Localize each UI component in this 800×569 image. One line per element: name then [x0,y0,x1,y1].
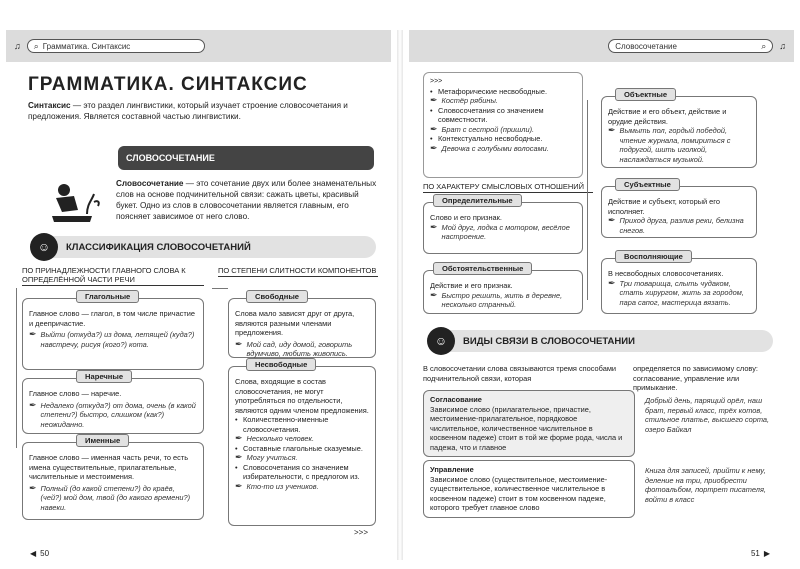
link-intro-left: В словосочетании слова связываются тремя способами подчинительной связи, которая [423,364,617,383]
cont-example-3-text: Девочка с голубыми волосами. [441,143,549,153]
right-page [409,30,794,558]
nonfree-text: Слова, входящие в состав словосочетания, не могут употребляться по отдельности, являются одним членом предложения. [235,377,369,415]
subject-example [608,216,750,235]
phrase-banner-label: СЛОВОСОЧЕТАНИЕ [126,153,215,163]
circumstantial-box [423,270,583,314]
mid-connector [212,288,228,289]
pen-icon: ✒ [608,125,616,135]
free-text: Слова мало зависят друг от друга, являются разными членами предложения. [235,309,355,337]
cont-example-1 [430,96,576,106]
phrase-definition [116,178,378,222]
pen-icon: ✒ [235,433,243,443]
object-example [608,126,750,164]
verbal-example [29,330,197,349]
nominal-example-text: Полный (до какой степени?) до краёв, (чей?) мой дом, твой (до какого времени?) навеки. [40,483,191,512]
subject-text: Действие и субъект, который его исполняет. [608,197,720,216]
intro-paragraph [28,100,374,122]
pen-icon: ✒ [235,480,243,491]
object-tag: Объектные [615,88,676,101]
free-example [235,340,369,359]
complement-example-text: Три товарища, слыть чудаком, стать хирургом, жить за городом, пара сапог, мастерица вязать. [619,278,744,307]
pen-icon: ✒ [430,95,438,105]
verbal-tag: Глагольные [76,290,139,303]
person-icon: ☺ [30,233,58,261]
left-page-number [30,549,49,558]
right-breadcrumb-search[interactable] [608,39,773,53]
cont-bullet-1: • Метафорические несвободные. [430,87,576,97]
pen-icon: ✒ [430,142,438,153]
column-head-part-of-speech: ПО ПРИНАДЛЕЖНОСТИ ГЛАВНОГО СЛОВА К ОПРЕДЕЛЁННОЙ ЧАСТИ РЕЧИ [22,266,204,286]
government-text: Зависимое слово (существительное, местоимение-существительное, количественное числительное в косвенном падеже) стоит в том косвенном падеже, которого требует главное слово [430,474,608,512]
cont-bullet-2: • Словосочетания со значением совместности. [430,106,576,125]
circumstantial-example-text: Быстро решить, жить в деревне, несколько странный. [441,290,563,309]
nonfree-tag: Несвободные [246,358,316,371]
nominal-tag: Именные [76,434,129,447]
cont-bullet-3: • Контекстуально несвободные. [430,134,576,144]
circumstantial-text: Действие и его признак. [430,281,513,290]
subject-tag: Субъектные [615,178,680,191]
link-types-title: ВИДЫ СВЯЗИ В СЛОВОСОЧЕТАНИИ [463,335,635,347]
left-top-bar [6,30,391,62]
nominal-text: Главное слово — именная часть речи, то есть имена существительные, прилагательные, числительные и местоимения. [29,453,189,481]
pen-icon: ✒ [235,452,243,462]
government-examples: Книга для записей, прийти к нему, деление на три, приобрести фотоальбом, портрет писателя, войти в класс [645,466,766,504]
complement-tag: Восполняющие [615,250,692,263]
pen-icon: ✒ [29,399,37,410]
complement-example [608,279,750,308]
right-breadcrumb-text: Словосочетание [615,41,677,51]
book-spine [397,30,403,560]
cont-example-2 [430,125,576,135]
cont-example-1-text: Костёр рябины. [441,96,498,105]
attributive-tag: Определительные [433,194,522,207]
government-row [423,460,773,518]
right-connector [587,100,597,300]
continuation-marker: >>> [430,78,443,85]
agreement-text: Зависимое слово (прилагательное, причастие, местоимение-прилагательное, порядковое числительное, количественное числительное в косвенном падеже) стоит в той же форме рода, числа и падежа, что и главное [430,404,623,452]
intro-text: — это раздел лингвистики, который изучает строение словосочетания и предложения. Является составной частью лингвистики. [28,101,348,121]
nonfree-example-1-text: Несколько человек. [246,434,315,443]
nominal-example [29,484,197,513]
verbal-example-text: Выйти (откуда?) из дома, летящей (куда?) навстречу, рисуя (кого?) кота. [40,330,195,349]
government-box [423,460,635,518]
nonfree-bullet-2: • Составные глагольные сказуемые. [235,444,369,454]
adverbial-text: Главное слово — наречие. [29,389,122,398]
verbal-box [22,298,204,370]
music-note-icon: ♫ [14,40,21,51]
object-box [601,96,757,168]
object-example-text: Вымыть пол, гордый победой, чтение журнала, помириться с подругой, шить иголкой, наслаждаться музыкой. [619,126,731,164]
pen-icon: ✒ [430,221,438,232]
free-tag: Свободные [246,290,308,303]
semantic-column-head: ПО ХАРАКТЕРУ СМЫСЛОВЫХ ОТНОШЕНИЙ [423,182,593,193]
agreement-title: Согласование [430,395,482,404]
page-title: ГРАММАТИКА. СИНТАКСИС [28,74,308,95]
cont-example-3 [430,144,576,154]
adverbial-example [29,401,197,430]
nonfree-bullet-1: • Количественно-именные словосочетания. [235,415,369,434]
left-page [6,30,391,558]
breadcrumb-search[interactable] [27,39,205,53]
nonfree-example-3 [235,482,369,492]
nominal-box [22,442,204,520]
nonfree-example-2 [235,453,369,463]
phrase-banner [118,146,374,170]
agreement-row [423,390,773,457]
object-text: Действие и его объект, действие и орудие действия. [608,107,727,126]
continue-marker: >>> [354,528,369,537]
music-note-icon: ♫ [779,40,786,51]
classification-header [36,236,376,258]
pen-icon: ✒ [29,329,37,339]
agreement-box [423,390,635,457]
cont-example-2-text: Брат с сестрой (пришли). [441,124,535,134]
verbal-text: Главное слово — глагол, в том числе причастие и деепричастие. [29,309,195,328]
attributive-example-text: Мой друг, лодка с мотором, весёлое настроение. [441,222,570,241]
pen-icon: ✒ [430,289,438,300]
search-icon: ⌕ [761,40,767,51]
free-example-text: Мой сад, иду домой, говорить вдумчиво, любить живопись. [246,339,353,358]
gardener-illustration [32,176,112,226]
pen-icon: ✒ [430,123,438,134]
continuation-box [423,72,583,178]
subject-example-text: Приход друга, разлив реки, белизна снегов. [619,216,744,235]
nonfree-example-3-text: Кто-то из учеников. [246,481,319,491]
left-connector [16,288,17,448]
attributive-box [423,202,583,254]
pen-icon: ✒ [608,215,616,225]
classification-title: КЛАССИФИКАЦИЯ СЛОВОСОЧЕТАНИЙ [66,241,251,253]
adverbial-tag: Наречные [76,370,132,383]
nonfree-bullet-3: • Словосочетания со значением избирательности, с предлогом из. [235,463,369,482]
circumstantial-tag: Обстоятельственные [433,262,532,275]
person-icon: ☺ [427,327,455,355]
right-top-bar [409,30,794,62]
definition-term: Словосочетание [116,179,184,188]
link-types-header [433,330,773,352]
prev-arrow-icon[interactable]: ◀ [30,549,37,558]
attributive-text: Слово и его признак. [430,213,502,222]
circumstantial-example [430,291,576,310]
column-head-fusion: ПО СТЕПЕНИ СЛИТНОСТИ КОМПОНЕНТОВ [218,266,377,275]
adverbial-example-text: Недалеко (откуда?) от дома, очень (в какой степени?) быстро, слишком (как?) неожиданно. [40,400,196,429]
government-title: Управление [430,465,474,474]
nonfree-box [228,366,376,526]
complement-box [601,258,757,314]
pen-icon: ✒ [235,338,243,349]
agreement-examples: Добрый день, парящий орёл, наш брат, первый класс, трёх котов, стильное платье, высшего сорта, озеро Байкал [645,396,770,434]
right-page-number [751,549,770,558]
left-page-num-text: 50 [40,549,50,558]
breadcrumb-text: Грамматика. Синтаксис [42,41,131,51]
pen-icon: ✒ [608,277,616,288]
search-icon: ⌕ [33,40,39,51]
nonfree-example-1 [235,434,369,444]
right-page-num-text: 51 [750,549,760,558]
nonfree-example-2-text: Могу учиться. [246,453,298,462]
free-box [228,298,376,358]
pen-icon: ✒ [29,482,37,493]
adverbial-box [22,378,204,434]
subject-box [601,186,757,238]
next-arrow-icon[interactable]: ▶ [763,549,770,558]
definition-text: — это сочетание двух или более знаменательных слов на основе подчинительной связи: сажать цветы, красивый букет. Одно из слов в словосочетании является главным, его поясняет зависимое от него слово. [116,179,377,221]
attributive-example [430,223,576,242]
link-intro-right: определяется по зависимому слову: согласование, управление или примыкание. [633,364,758,392]
complement-text: В несвободных словосочетаниях. [608,269,724,278]
intro-term: Синтаксис [28,101,71,110]
